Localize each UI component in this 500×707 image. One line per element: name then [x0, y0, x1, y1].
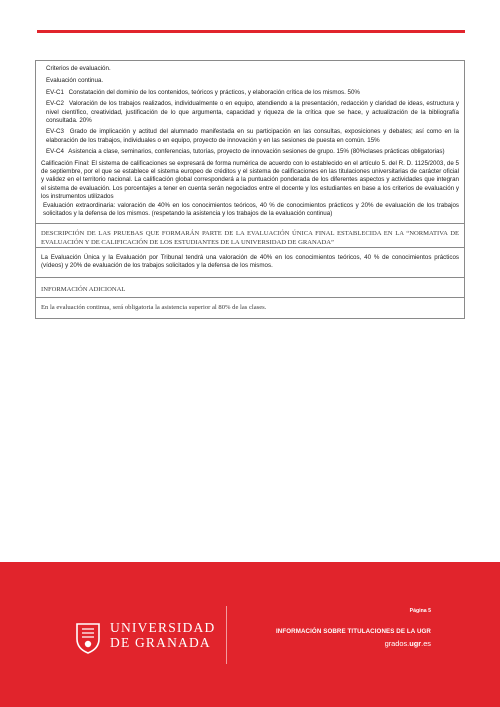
criteria-title: Criterios de evaluación. — [46, 65, 111, 72]
criterion-ev-c4 — [41, 148, 459, 156]
criterion-text: Grado de implicación y actitud del alumnado manifestada en su participación en las consultas, exposiciones y debates; así como en la elaboración de los trabajos, individuales o en equipo, proyecto de innovación y en las sesiones de puesta en común. 15% — [46, 128, 459, 144]
extraordinary-eval-paragraph: Evaluación extraordinaria: valoración de 40% en los conocimientos teóricos, 40 % de conocimientos prácticos y 20% de evaluación de los trabajos solicitados y la defensa de los mismos. (respetando la asistencia y los trabajos de la evaluación continua) — [43, 201, 459, 218]
footer-banner — [0, 562, 500, 707]
top-red-rule — [37, 30, 465, 33]
criterion-code: EV-C4 — [46, 148, 64, 156]
university-seal-icon — [74, 621, 102, 655]
university-name-line2: DE GRANADA — [110, 635, 211, 650]
site-bold: ugr — [409, 639, 422, 648]
single-final-eval-body: La Evaluación Única y la Evaluación por Tribunal tendrá una valoración de 40% en los conocimientos teóricos, 40 % de conocimientos prácticos (vídeos) y 20% de evaluación de los trabajos solicitados y la defensa de los mismos. — [36, 248, 464, 278]
evaluation-table — [35, 60, 465, 319]
website-link[interactable] — [385, 639, 431, 648]
additional-info-heading: INFORMACIÓN ADICIONAL — [36, 278, 464, 298]
criterion-ev-c3 — [41, 128, 459, 145]
additional-info-body: En la evaluación continua, será obligatoria la asistencia superior al 80% de las clases. — [41, 303, 267, 311]
single-final-eval-heading: DESCRIPCIÓN DE LAS PRUEBAS QUE FORMARÁN PARTE DE LA EVALUACIÓN ÚNICA FINAL ESTABLECIDA EN LA “NORMATIVA DE EVALUACIÓN Y DE CALIFICACIÓN DE LOS ESTUDIANTES DE LA UNIVERSIDAD DE GRANADA” — [36, 224, 464, 248]
criterion-text: Valoración de los trabajos realizados, individualmente o en equipo, atendiendo a la presentación, redacción y claridad de ideas, estructura y nivel científico, creatividad, justificación de lo que argumenta, capacidad y riqueza de la crítica que se hace, y actualización de la bibliografía consultada. 20% — [46, 100, 459, 125]
criterion-text: Constatación del dominio de los contenidos, teóricos y prácticos, y elaboración crítica de los mismos. 50% — [68, 88, 360, 96]
criterion-code: EV-C3 — [46, 128, 64, 136]
criterion-ev-c2 — [41, 100, 459, 125]
final-grade-paragraph: Calificación Final: El sistema de calificaciones se expresará de forma numérica de acuerdo con lo establecido en el artículo 5. del R. D. 1125/2003, de 5 de septiembre, por el que se establece el sistema europeo de créditos y el sistema de calificaciones en las titulaciones universitarias de carácter oficial y validez en el territorio nacional. La calificación global corresponderá a la puntuación ponderada de los diferentes aspectos y actividades que integran el sistema de evaluación. Los porcentajes a tener en cuenta serán negociados entre el docente y los estudiantes en base a los criterios de evaluación y los instrumentos utilizados — [41, 159, 459, 201]
site-prefix: grados. — [384, 639, 410, 648]
site-suffix: .es — [421, 639, 431, 648]
criterion-code: EV-C2 — [46, 100, 64, 108]
page-number: Página 5 — [409, 608, 431, 614]
criterion-ev-c1 — [41, 89, 459, 97]
continuous-eval-subtitle: Evaluación continua. — [46, 77, 104, 85]
criterion-code: EV-C1 — [46, 88, 64, 96]
evaluation-criteria-cell — [36, 61, 464, 224]
university-wordmark — [110, 620, 215, 651]
university-name-line1: UNIVERSIDAD — [110, 620, 216, 635]
criterion-text: Asistencia a clase, seminarios, conferencias, tutorías, proyecto de innovación sesiones de grupo. 15% (80%clases prácticas obligatorias) — [68, 148, 445, 156]
degrees-info-label: INFORMACIÓN SOBRE TITULACIONES DE LA UGR — [275, 628, 431, 635]
footer-divider — [226, 606, 227, 664]
